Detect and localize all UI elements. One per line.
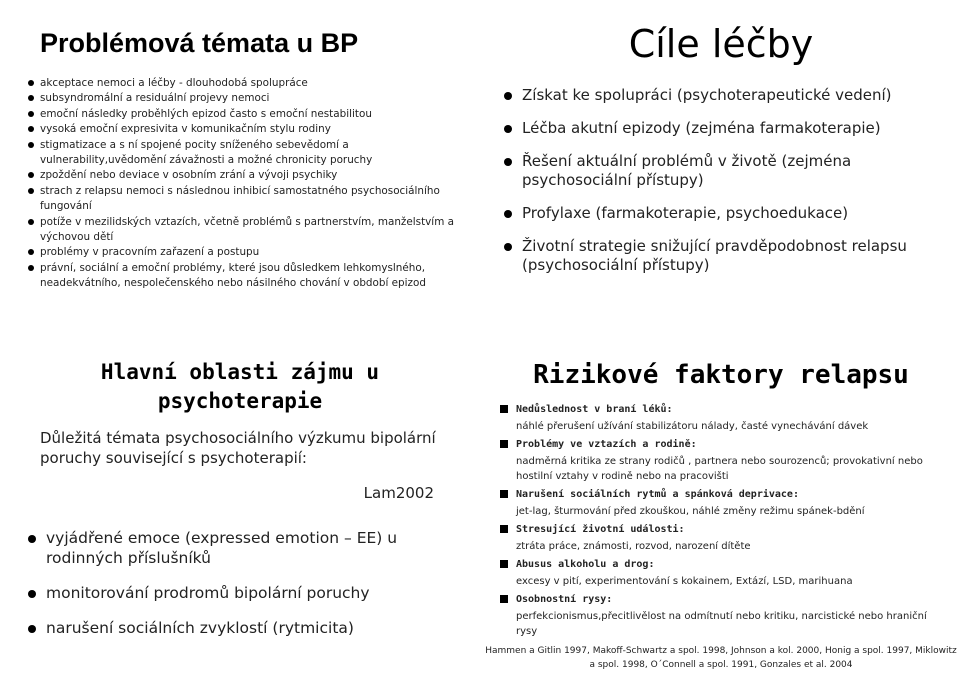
square-bullet-icon <box>500 490 508 498</box>
list-item: Problémy ve vztazích a rodině: nadměrná kritika ze strany rodičů , partnera nebo sourozenců; provokativní nebo hostilní vztahy v rodině nebo na pracovišti <box>498 437 948 484</box>
panel-title-psychotherapy-areas: Hlavní oblasti zájmu u psychoterapie <box>100 360 380 413</box>
list-item: Stresující životní události: ztráta práce, známosti, rozvod, narození dítěte <box>498 522 948 554</box>
list-item: narušení sociálních zvyklostí (rytmicita) <box>26 618 456 638</box>
bullet-icon <box>28 126 34 132</box>
list-item: Narušení sociálních rytmů a spánková deprivace: jet-lag, šturmování před zkouškou, náhlé změny režimu spánek-bdění <box>498 487 948 519</box>
reference-label: Lam2002 <box>363 484 434 502</box>
problem-topics-list <box>28 76 458 292</box>
bullet-icon <box>28 265 34 271</box>
references-text: Hammen a Gitlin 1997, Makoff-Schwartz a spol. 1998, Johnson a kol. 2000, Honig a spol. 1997, Miklowitz a spol. 1998, O´Connell a spol. 1991, Gonzales et al. 2004 <box>485 646 957 670</box>
bullet-icon <box>504 243 512 251</box>
psychotherapy-areas-list <box>26 528 456 653</box>
bullet-icon <box>28 80 34 86</box>
list-item: vyjádřené emoce (expressed emotion – EE) u rodinných příslušníků <box>26 528 456 568</box>
risk-factors-list <box>498 402 948 642</box>
list-item: monitorování prodromů bipolární poruchy <box>26 583 456 603</box>
list-item: Léčba akutní epizody (zejména farmakoterapie) <box>502 119 942 138</box>
bullet-icon <box>504 210 512 218</box>
treatment-goals-list <box>502 86 942 289</box>
list-item: Získat ke spolupráci (psychoterapeutické vedení) <box>502 86 942 105</box>
list-item: Řešení aktuální problémů v životě (zejména psychosociální přístupy) <box>502 152 942 190</box>
list-item: akceptace nemoci a léčby - dlouhodobá spolupráce <box>28 76 458 91</box>
bullet-icon <box>28 535 36 543</box>
list-item: Osobnostní rysy: perfekcionismus,přecitlivělost na odmítnutí nebo kritiku, narcistické nebo hraniční rysy <box>498 592 948 639</box>
bullet-icon <box>28 249 34 255</box>
bullet-icon <box>28 188 34 194</box>
panel-problem-topics <box>0 0 468 340</box>
list-item: potíže v mezilidských vztazích, včetně problémů s partnerstvím, manželstvím a výchovou dětí <box>28 215 458 246</box>
bullet-icon <box>28 111 34 117</box>
intro-text: Důležitá témata psychosociálního výzkumu bipolární poruchy související s psychoterapií: <box>40 429 436 467</box>
bullet-icon <box>28 142 34 148</box>
bullet-icon <box>504 158 512 166</box>
panel-title-relapse-risk-factors: Rizikové faktory relapsu <box>533 360 909 390</box>
panel-relapse-risk-factors <box>482 348 960 684</box>
list-item: problémy v pracovním zařazení a postupu <box>28 245 458 260</box>
list-item: Profylaxe (farmakoterapie, psychoedukace) <box>502 204 942 223</box>
list-item: zpoždění nebo deviace v osobním zrání a vývoji psychiky <box>28 168 458 183</box>
square-bullet-icon <box>500 560 508 568</box>
list-item: Nedůslednost v braní léků: náhlé přerušení užívání stabilizátoru nálady, časté vynechávání dávek <box>498 402 948 434</box>
list-item: Abusus alkoholu a drog: excesy v pití, experimentování s kokainem, Extází, LSD, marihuana <box>498 557 948 589</box>
list-item: subsyndromální a residuální projevy nemoci <box>28 91 458 106</box>
panel-psychotherapy-areas <box>0 348 468 684</box>
panel-title-problem-topics: Problémová témata u BP <box>40 28 359 58</box>
bullet-icon <box>28 590 36 598</box>
bullet-icon <box>28 172 34 178</box>
bullet-icon <box>504 92 512 100</box>
list-item: vysoká emoční expresivita v komunikačním stylu rodiny <box>28 122 458 137</box>
bullet-icon <box>28 95 34 101</box>
square-bullet-icon <box>500 525 508 533</box>
bullet-icon <box>504 125 512 133</box>
square-bullet-icon <box>500 440 508 448</box>
square-bullet-icon <box>500 595 508 603</box>
list-item: Životní strategie snižující pravděpodobnost relapsu (psychosociální přístupy) <box>502 237 942 275</box>
list-item: strach z relapsu nemoci s následnou inhibicí samostatného psychosociálního fungování <box>28 184 458 215</box>
panel-title-treatment-goals: Cíle léčby <box>628 22 814 66</box>
list-item: stigmatizace a s ní spojené pocity sníženého sebevědomí a vulnerability,uvědomění závažnosti a možné chronicity poruchy <box>28 138 458 169</box>
bullet-icon <box>28 625 36 633</box>
square-bullet-icon <box>500 405 508 413</box>
bullet-icon <box>28 219 34 225</box>
list-item: právní, sociální a emoční problémy, které jsou důsledkem lehkomyslného, neadekvátního, nespolečenského nebo násilného chování v období epizod <box>28 261 458 292</box>
panel-treatment-goals <box>482 0 960 340</box>
list-item: emoční následky proběhlých epizod často s emoční nestabilitou <box>28 107 458 122</box>
